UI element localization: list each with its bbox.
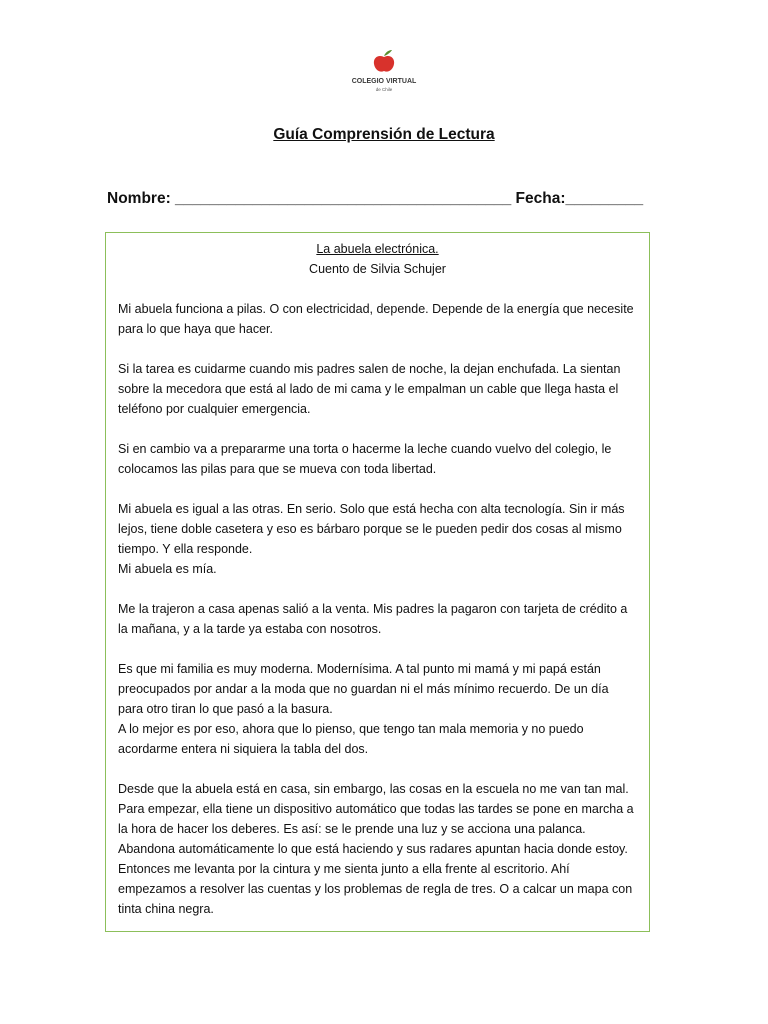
logo-sub: de Chile [375,87,393,92]
story-paragraph: Si en cambio va a prepararme una torta o hacerme la leche cuando vuelvo del colegio, le colocamos las pilas para que se mueva con toda libertad. [118,442,612,476]
story-paragraph: Si la tarea es cuidarme cuando mis padres salen de noche, la dejan enchufada. La sientan sobre la mecedora que está al lado de mi cama y le empalman un cable que llega hasta el teléfono por cualquier emergencia. [118,362,621,416]
story-paragraph: Es que mi familia es muy moderna. Modernísima. A tal punto mi mamá y mi papá están preocupados por andar a la moda que no guardan ni el más mínimo recuerdo. De un día para otro tiran lo que pasó a la basura. [118,662,609,716]
story-paragraph: A lo mejor es por eso, ahora que lo pienso, que tengo tan mala memoria y no puedo acordarme entera ni siquiera la tabla del dos. [118,722,584,756]
page-title: Guía Comprensión de Lectura [273,126,495,143]
apple-logo-icon [340,48,428,98]
story-body [118,299,637,919]
story-paragraph: Desde que la abuela está en casa, sin embargo, las cosas en la escuela no me van tan mal. Para empezar, ella tiene un dispositivo automático que todas las tardes se pone en marcha a la hora de hacer los deberes. Es así: se le prende una luz y se acciona una palanca. Abandona automáticamente lo que está haciendo y sus radares apuntan hacia donde estoy. Entonces me levanta por la cintura y me sienta junto a ella frente al escritorio. Ahí empezamos a resolver las cuentas y los problemas de regla de tres. O a calcar un mapa con tinta china negra. [118,782,634,916]
story-paragraph: Me la trajeron a casa apenas salió a la venta. Mis padres la pagaron con tarjeta de crédito a la mañana, y a la tarde ya estaba con nosotros. [118,602,628,636]
colegio-virtual-logo [340,48,428,98]
story-paragraph: Mi abuela es mía. [118,562,217,576]
story-paragraph: Mi abuela es igual a las otras. En serio. Solo que está hecha con alta tecnología. Sin ir más lejos, tiene doble casetera y eso es bárbaro porque se le pueden pedir dos cosas al mismo tiempo. Y ella responde. [118,502,625,556]
story-paragraph: Mi abuela funciona a pilas. O con electricidad, depende. Depende de la energía que necesite para lo que haya que hacer. [118,302,634,336]
story-author: Cuento de Silvia Schujer [309,262,446,276]
nombre-fecha-line: Nombre: _______________________________________ Fecha:_________ [107,190,644,207]
story-box [105,232,650,932]
logo-name: COLEGIO VIRTUAL [351,78,417,85]
story-title: La abuela electrónica. [316,242,439,256]
